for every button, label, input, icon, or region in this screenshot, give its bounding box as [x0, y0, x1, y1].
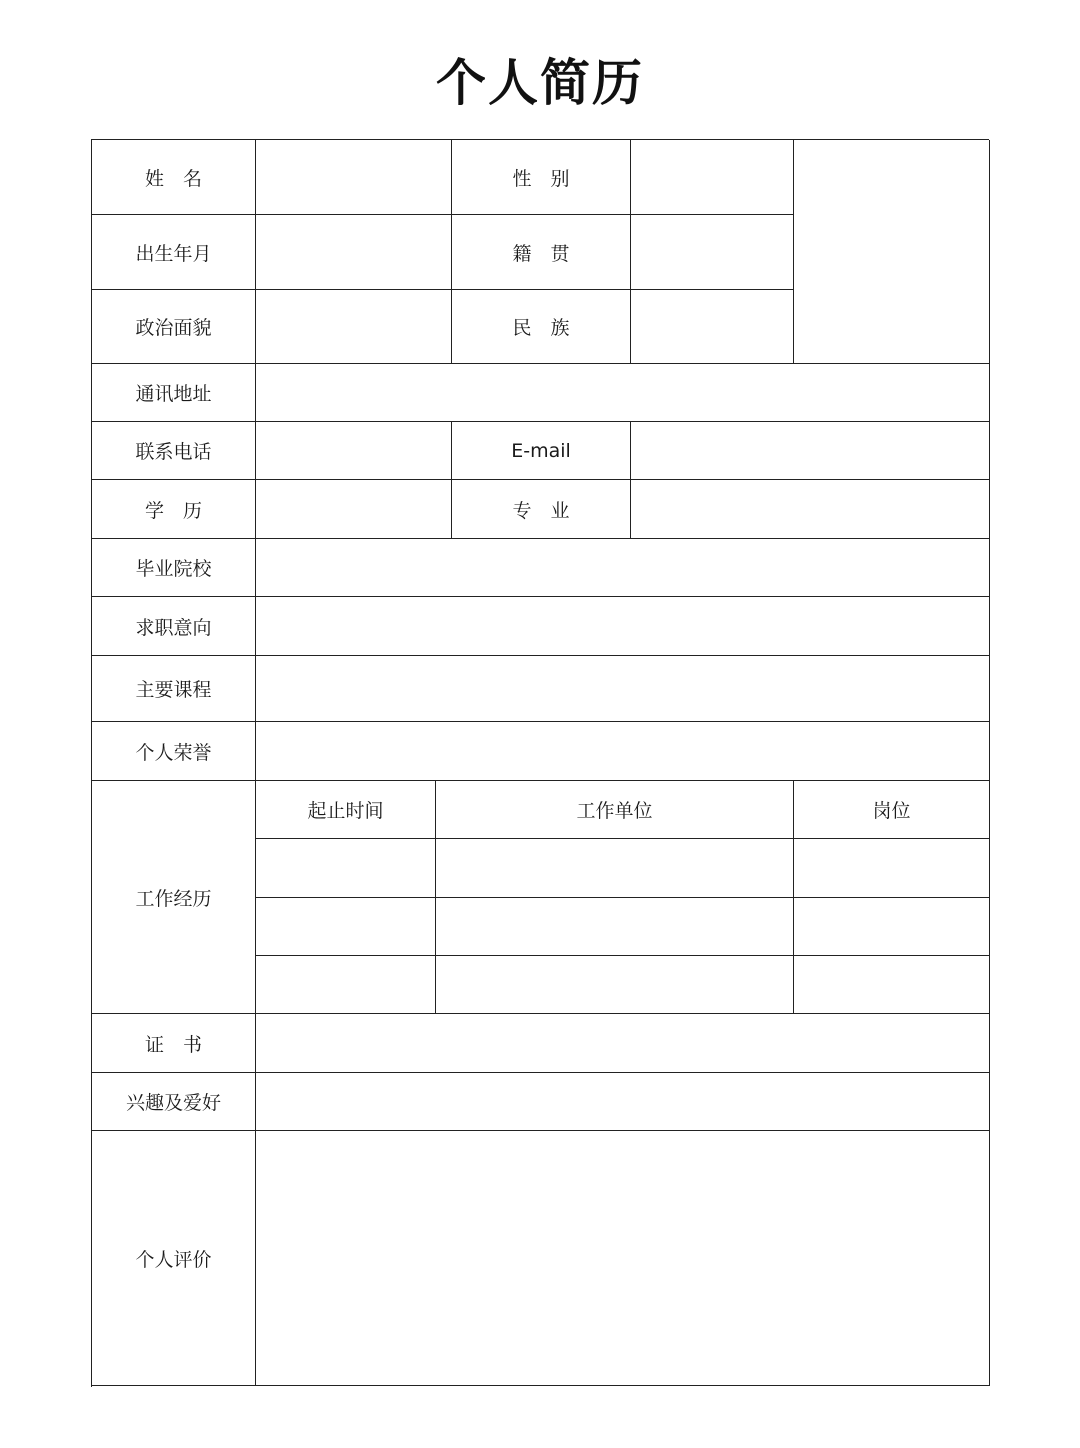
label-education: 学 历: [92, 480, 256, 539]
label-hobbies: 兴趣及爱好: [92, 1073, 256, 1131]
courses-field[interactable]: [256, 656, 990, 722]
label-certificates: 证 书: [92, 1014, 256, 1073]
work-row-1-period[interactable]: [256, 839, 436, 898]
work-row-2-period[interactable]: [256, 898, 436, 956]
email-field[interactable]: [631, 422, 990, 480]
work-row-2-position[interactable]: [794, 898, 990, 956]
political-status-field[interactable]: [256, 290, 452, 364]
label-honors: 个人荣誉: [92, 722, 256, 781]
native-place-field[interactable]: [631, 215, 794, 290]
label-work-experience: 工作经历: [92, 781, 256, 1014]
name-field[interactable]: [256, 140, 452, 215]
label-courses: 主要课程: [92, 656, 256, 722]
birth-field[interactable]: [256, 215, 452, 290]
certificates-field[interactable]: [256, 1014, 990, 1073]
work-row-1-employer[interactable]: [436, 839, 794, 898]
honors-field[interactable]: [256, 722, 990, 781]
work-row-3-position[interactable]: [794, 956, 990, 1014]
gender-field[interactable]: [631, 140, 794, 215]
work-row-2-employer[interactable]: [436, 898, 794, 956]
ethnicity-field[interactable]: [631, 290, 794, 364]
hobbies-field[interactable]: [256, 1073, 990, 1131]
phone-field[interactable]: [256, 422, 452, 480]
label-gender: 性 别: [452, 140, 631, 215]
work-row-1-position[interactable]: [794, 839, 990, 898]
label-name: 姓 名: [92, 140, 256, 215]
page-title: 个人简历: [436, 53, 644, 112]
education-field[interactable]: [256, 480, 452, 539]
work-header-period: 起止时间: [256, 781, 436, 839]
label-job-intention: 求职意向: [92, 597, 256, 656]
address-field[interactable]: [256, 364, 990, 422]
label-self-evaluation: 个人评价: [92, 1131, 256, 1386]
label-major: 专 业: [452, 480, 631, 539]
work-header-employer: 工作单位: [436, 781, 794, 839]
photo-box[interactable]: [794, 140, 990, 364]
job-intention-field[interactable]: [256, 597, 990, 656]
school-field[interactable]: [256, 539, 990, 597]
self-evaluation-field[interactable]: [256, 1131, 990, 1386]
major-field[interactable]: [631, 480, 990, 539]
label-phone: 联系电话: [92, 422, 256, 480]
label-ethnicity: 民 族: [452, 290, 631, 364]
label-school: 毕业院校: [92, 539, 256, 597]
label-email: E-mail: [452, 422, 631, 480]
label-native-place: 籍 贯: [452, 215, 631, 290]
work-header-position: 岗位: [794, 781, 990, 839]
work-row-3-period[interactable]: [256, 956, 436, 1014]
label-birth: 出生年月: [92, 215, 256, 290]
label-address: 通讯地址: [92, 364, 256, 422]
work-row-3-employer[interactable]: [436, 956, 794, 1014]
resume-table: [91, 139, 989, 1387]
label-political-status: 政治面貌: [92, 290, 256, 364]
